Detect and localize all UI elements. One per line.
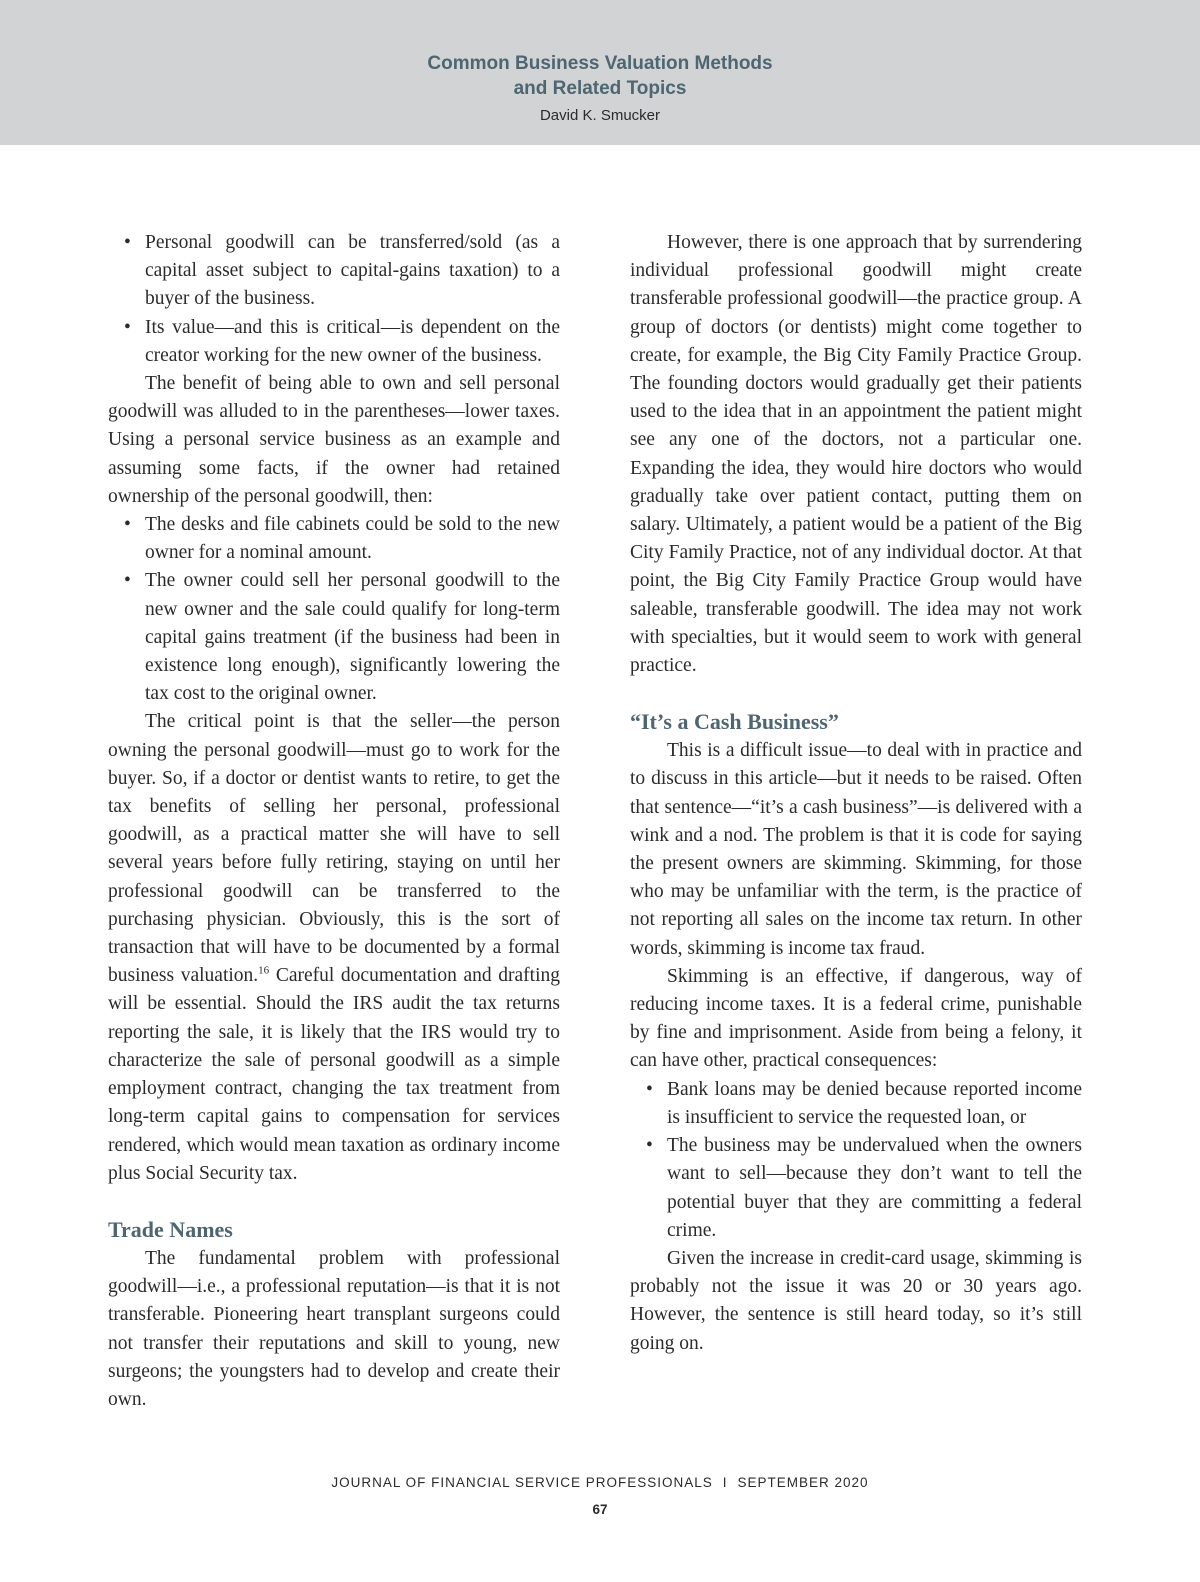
bullet-text: The owner could sell her personal goodwill to the new owner and the sale could qualify for long-term capital gains treatment (if the business had been in existence long enough), significantly lowering the tax cost to the original owner.: [145, 570, 560, 705]
left-column: [108, 229, 560, 1414]
article-title-line-1: Common Business Valuation Methods: [427, 53, 773, 74]
bullet-icon: •: [124, 514, 131, 536]
bullet-icon: •: [124, 570, 131, 592]
page-header: [0, 0, 1200, 145]
paragraph-text: The critical point is that the seller—the person owning the personal goodwill—must go to work for the buyer. So, if a doctor or dentist wants to retire, to get the tax benefits of selling her personal, professional goodwill, as a practical matter she will have to sell several years before fully retiring, staying on until her professional goodwill can be transferred to the purchasing physician. Obviously, this is the sort of transaction that will have to be documented by a formal business valuation.: [108, 711, 560, 987]
paragraph: Skimming is an effective, if dangerous, way of reducing income taxes. It is a federal crime, punishable by fine and imprisonment. Aside from being a felony, it can have other, practical consequences:: [630, 965, 1082, 1072]
list-item: [108, 314, 560, 370]
bullet-text: Personal goodwill can be transferred/sold (as a capital asset subject to capital-gains taxation) to a buyer of the business.: [145, 232, 560, 310]
bullet-list-consequences: [630, 1076, 1082, 1245]
list-item: [108, 229, 560, 314]
bullet-text: Its value—and this is critical—is dependent on the creator working for the new owner of the business.: [145, 316, 560, 366]
article-title-line-2: and Related Topics: [513, 78, 687, 99]
paragraph: The benefit of being able to own and sell personal goodwill was alluded to in the parentheses—lower taxes. Using a personal service business as an example and assuming some facts, if the owner had retained ownership of the personal goodwill, then:: [108, 373, 560, 507]
article-author: David K. Smucker: [539, 107, 661, 124]
journal-name: JOURNAL OF FINANCIAL SERVICE PROFESSIONALS: [331, 1475, 713, 1490]
issue-date: SEPTEMBER 2020: [737, 1475, 869, 1490]
footnote-reference: 16: [258, 964, 270, 977]
section-heading: Trade Names: [108, 1216, 233, 1242]
paragraph: This is a difficult issue—to deal with in practice and to discuss in this article—but it needs to be raised. Often that sentence—“it’s a cash business”—is delivered with a wink and a nod. The problem is that it is code for saying the present owners are skimming. Skimming, for those who may be unfamiliar with the term, is the practice of not reporting all sales on the income tax return. In other words, skimming is income tax fraud.: [630, 740, 1082, 959]
list-item: [108, 511, 560, 567]
bullet-text: Bank loans may be denied because reported income is insufficient to service the requested loan, or: [667, 1078, 1082, 1128]
paragraph: The fundamental problem with professional goodwill—i.e., a professional reputation—is that it is not transferable. Pioneering heart transplant surgeons could not transfer their reputations and skill to young, new surgeons; the youngsters had to develop and create their own.: [108, 1247, 560, 1410]
bullet-text: The desks and file cabinets could be sold to the new owner for a nominal amount.: [145, 514, 560, 564]
paragraph: Given the increase in credit-card usage, skimming is probably not the issue it was 20 or 30 years ago. However, the sentence is still heard today, so it’s still going on.: [630, 1247, 1082, 1354]
bullet-list-sale: [108, 511, 560, 708]
list-item: [108, 567, 560, 708]
right-column: [630, 229, 1082, 1358]
bullet-list-goodwill: [108, 229, 560, 370]
bullet-icon: •: [124, 232, 131, 253]
section-heading: “It’s a Cash Business”: [630, 709, 839, 735]
bullet-icon: •: [646, 1078, 653, 1100]
paragraph: However, there is one approach that by surrendering individual professional goodwill might create transferable professional goodwill—the practice group. A group of doctors (or dentists) might come together to create, for example, the Big City Family Practice Group. The founding doctors would gradually get their patients used to the idea that in an appointment the patient might see any one of the doctors, not a particular one. Expanding the idea, they would hire doctors who would gradually take over patient contact, putting them on salary. Ultimately, a patient would be a patient of the Big City Family Practice, not of any individual doctor. At that point, the Big City Family Practice Group would have saleable, transferable goodwill. The idea may not work with specialties, but it would seem to work with general practice.: [630, 232, 1082, 677]
page-number: 67: [592, 1502, 608, 1517]
bullet-icon: •: [646, 1135, 653, 1157]
paragraph-text: Careful documentation and drafting will be essential. Should the IRS audit the tax returns reporting the sale, it is likely that the IRS would try to characterize the sale of personal goodwill as a simple employment contract, changing the tax treatment from long-term capital gains to compensation for services rendered, which would mean taxation as ordinary income plus Social Security tax.: [108, 965, 560, 1184]
bullet-icon: •: [124, 316, 131, 338]
paragraph: [108, 708, 560, 1187]
footer-separator: I: [722, 1475, 728, 1490]
list-item: [630, 1076, 1082, 1132]
list-item: [630, 1132, 1082, 1245]
page-footer: [0, 1473, 1200, 1493]
bullet-text: The business may be undervalued when the owners want to sell—because they don’t want to tell the potential buyer that they are committing a federal crime.: [667, 1135, 1082, 1241]
